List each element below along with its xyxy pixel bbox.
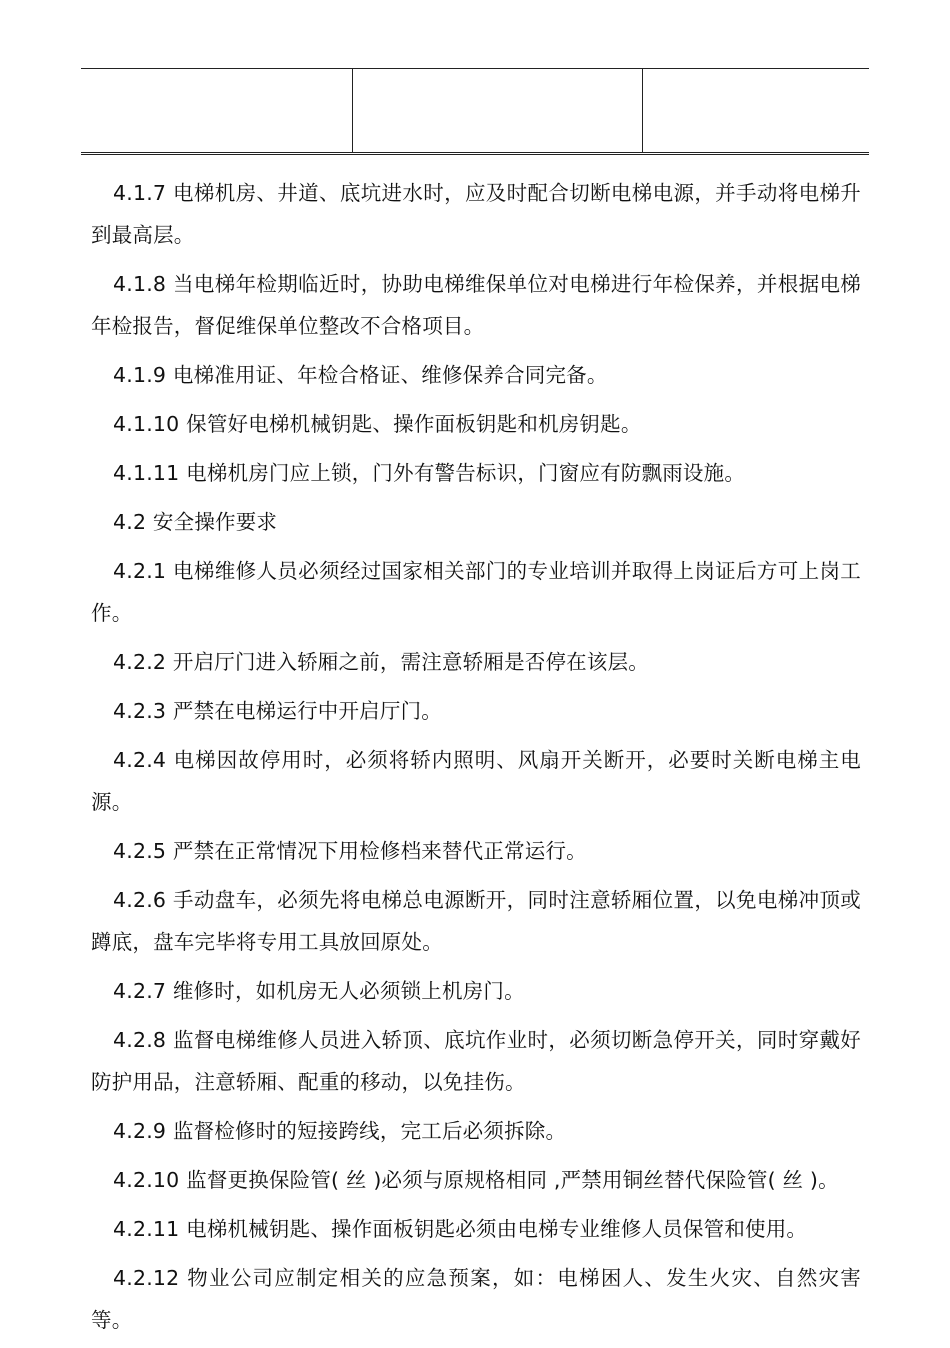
- paragraph-4-2-1: 4.2.1 电梯维修人员必须经过国家相关部门的专业培训并取得上岗证后方可上岗工作。: [91, 559, 861, 625]
- section-heading-4-2: 4.2 安全操作要求: [113, 510, 278, 534]
- header-cell-left: [81, 69, 353, 152]
- paragraph-4-2-10: 4.2.10 监督更换保险管( 丝 )必须与原规格相同 ,严禁用铜丝替代保险管( 丝 )。: [113, 1168, 839, 1192]
- paragraph-4-1-11: 4.1.11 电梯机房门应上锁，门外有警告标识，门窗应有防飘雨设施。: [113, 461, 746, 485]
- document-body: [91, 172, 861, 1348]
- paragraph-4-2-6: 4.2.6 手动盘车，必须先将电梯总电源断开，同时注意轿厢位置，以免电梯冲顶或蹲底，盘车完毕将专用工具放回原处。: [91, 888, 861, 954]
- paragraph-4-1-10: 4.1.10 保管好电梯机械钥匙、操作面板钥匙和机房钥匙。: [113, 412, 642, 436]
- header-cell-middle: [353, 69, 643, 152]
- paragraph-4-2-12: 4.2.12 物业公司应制定相关的应急预案，如：电梯困人、发生火灾、自然灾害等。: [91, 1266, 861, 1332]
- paragraph-4-2-11: 4.2.11 电梯机械钥匙、操作面板钥匙必须由电梯专业维修人员保管和使用。: [113, 1217, 808, 1241]
- paragraph-4-2-8: 4.2.8 监督电梯维修人员进入轿顶、底坑作业时，必须切断急停开关，同时穿戴好防护用品，注意轿厢、配重的移动，以免挂伤。: [91, 1028, 861, 1094]
- paragraph-4-2-2: 4.2.2 开启厅门进入轿厢之前，需注意轿厢是否停在该层。: [113, 650, 649, 674]
- paragraph-4-1-8: 4.1.8 当电梯年检期临近时，协助电梯维保单位对电梯进行年检保养，并根据电梯年检报告，督促维保单位整改不合格项目。: [91, 272, 861, 338]
- paragraph-4-2-3: 4.2.3 严禁在电梯运行中开启厅门。: [113, 699, 442, 723]
- paragraph-4-1-7: 4.1.7 电梯机房、井道、底坑进水时，应及时配合切断电梯电源，并手动将电梯升到最高层。: [91, 181, 861, 247]
- paragraph-4-2-7: 4.2.7 维修时，如机房无人必须锁上机房门。: [113, 979, 525, 1003]
- header-table: [81, 68, 869, 155]
- paragraph-4-2-9: 4.2.9 监督检修时的短接跨线，完工后必须拆除。: [113, 1119, 567, 1143]
- paragraph-4-2-5: 4.2.5 严禁在正常情况下用检修档来替代正常运行。: [113, 839, 587, 863]
- paragraph-4-1-9: 4.1.9 电梯准用证、年检合格证、维修保养合同完备。: [113, 363, 608, 387]
- header-cell-right: [643, 69, 869, 152]
- paragraph-4-2-4: 4.2.4 电梯因故停用时，必须将轿内照明、风扇开关断开，必要时关断电梯主电源。: [91, 748, 861, 814]
